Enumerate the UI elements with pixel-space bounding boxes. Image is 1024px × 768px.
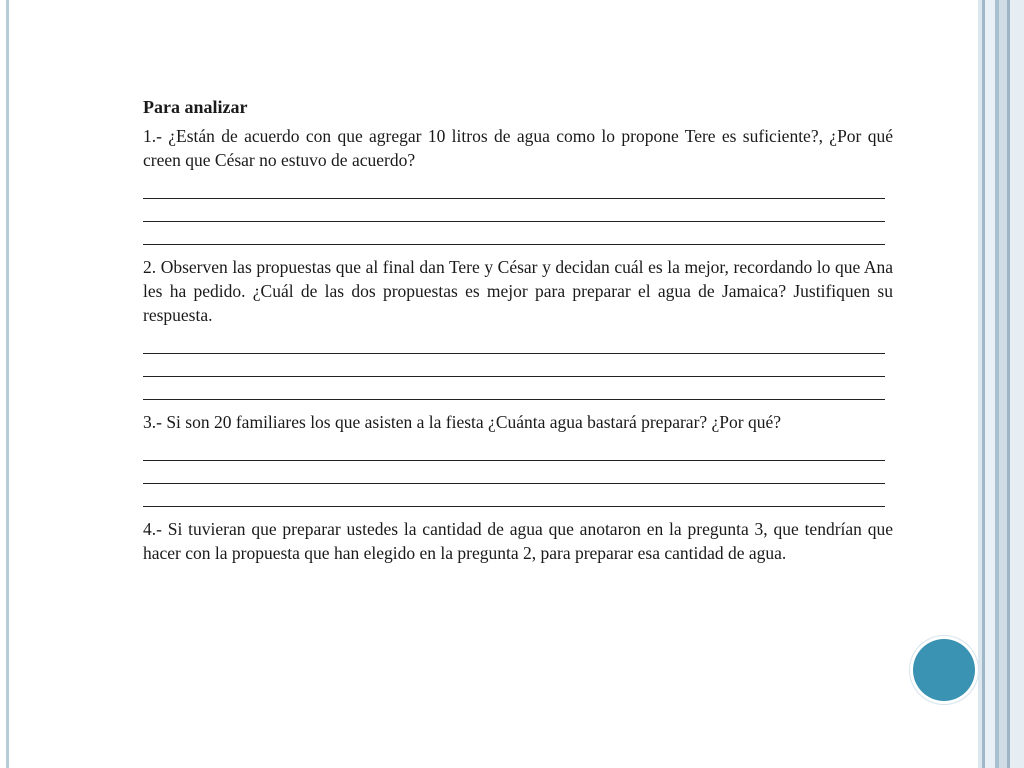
answer-line	[143, 335, 885, 354]
question-block-4	[143, 517, 893, 565]
answer-line	[143, 377, 885, 400]
question-3-answer-lines	[143, 442, 885, 507]
answer-line	[143, 354, 885, 377]
question-block-3	[143, 410, 893, 507]
question-block-1	[143, 124, 893, 245]
question-2-text: 2. Observen las propuestas que al final dan Tere y César y decidan cuál es la mejor, recordando lo que Ana les ha pedido. ¿Cuál de las dos propuestas es mejor para preparar el agua de Jamaica? Justifiquen su respuesta.	[143, 257, 893, 325]
worksheet-title: Para analizar	[143, 97, 248, 117]
question-4-text: 4.- Si tuvieran que preparar ustedes la cantidad de agua que anotaron en la pregunta 3, que tendrían que hacer con la propuesta que han elegido en la pregunta 2, para preparar esa cantidad de agua.	[143, 519, 893, 563]
worksheet-document	[143, 96, 893, 565]
answer-line	[143, 180, 885, 199]
question-block-2	[143, 255, 893, 400]
answer-line	[143, 442, 885, 461]
answer-line	[143, 222, 885, 245]
decorative-circle	[913, 639, 975, 701]
answer-line	[143, 461, 885, 484]
answer-line	[143, 199, 885, 222]
question-1-answer-lines	[143, 180, 885, 245]
question-3-text: 3.- Si son 20 familiares los que asisten a la fiesta ¿Cuánta agua bastará preparar? ¿Por qué?	[143, 412, 782, 432]
answer-line	[143, 484, 885, 507]
question-2-answer-lines	[143, 335, 885, 400]
right-frame-stripes	[978, 0, 1024, 768]
question-1-text: 1.- ¿Están de acuerdo con que agregar 10 litros de agua como lo propone Tere es suficiente?, ¿Por qué creen que César no estuvo de acuerdo?	[143, 126, 893, 170]
left-frame-border	[6, 0, 9, 768]
